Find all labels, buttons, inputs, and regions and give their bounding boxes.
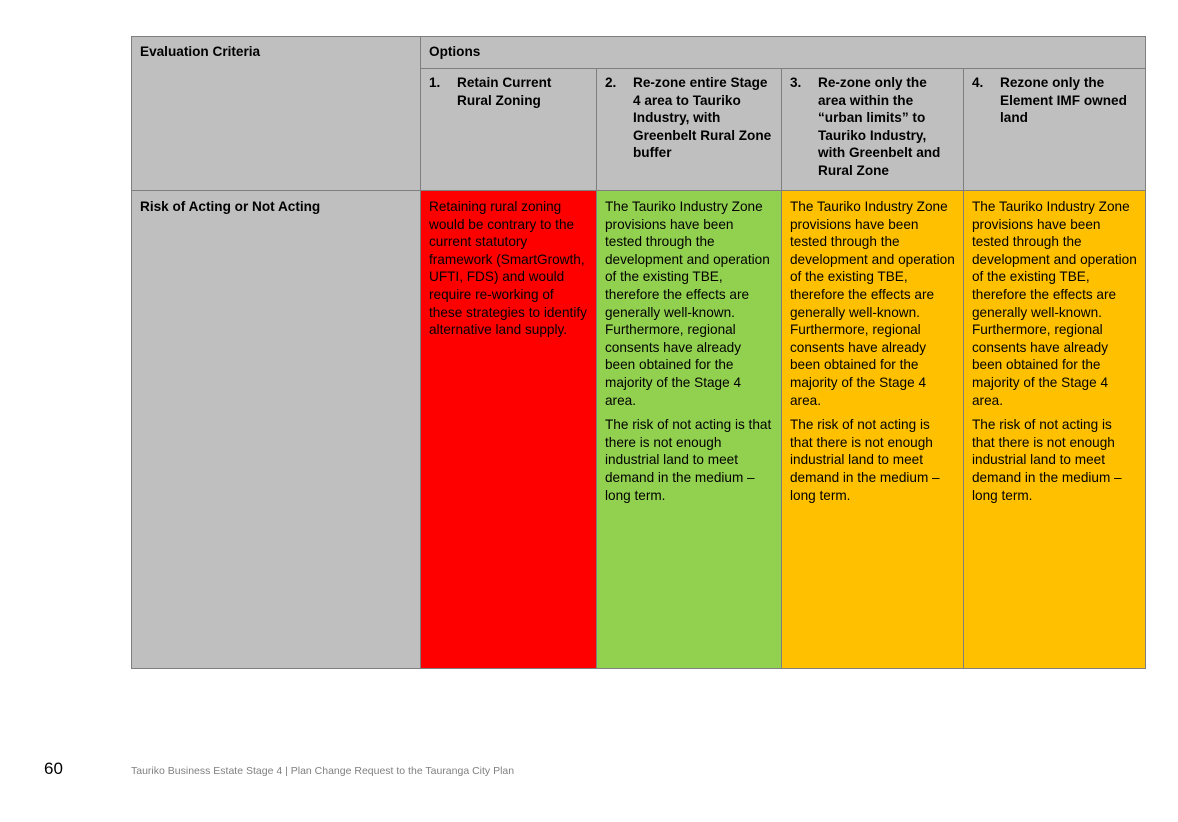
option-2-header [597, 69, 782, 191]
option-4-assessment [964, 191, 1146, 669]
option-number: 4. [972, 75, 984, 90]
option-3-assessment [782, 191, 964, 669]
option-label: Re-zone only the area within the “urban limits” to Tauriko Industry, with Greenbelt and Rural Zone [818, 75, 941, 178]
assessment-paragraph: The risk of not acting is that there is not enough industrial land to meet demand in the medium – long term. [605, 417, 772, 503]
option-number: 2. [605, 75, 617, 90]
assessment-paragraph: The Tauriko Industry Zone provisions have been tested through the development and operation of the existing TBE, therefore the effects are generally well-known. Furthermore, regional consents have already been obtained for the majority of the Stage 4 area. [790, 199, 955, 408]
option-label: Re-zone entire Stage 4 area to Tauriko Industry, with Greenbelt Rural Zone buffer [633, 75, 772, 161]
criterion-risk-of-acting: Risk of Acting or Not Acting [132, 191, 421, 669]
assessment-paragraph: The risk of not acting is that there is not enough industrial land to meet demand in the medium – long term. [972, 417, 1122, 503]
assessment-paragraph: Retaining rural zoning would be contrary to the current statutory framework (SmartGrowth, UFTI, FDS) and would require re-working of these strategies to identify alternative land supply. [429, 199, 587, 338]
option-label: Retain Current Rural Zoning [457, 75, 552, 108]
options-header: Options [421, 37, 1146, 69]
option-4-header [964, 69, 1146, 191]
option-label: Rezone only the Element IMF owned land [1000, 75, 1127, 126]
option-1-header [421, 69, 597, 191]
evaluation-criteria-header: Evaluation Criteria [132, 37, 421, 191]
evaluation-table [131, 36, 1146, 669]
option-3-header [782, 69, 964, 191]
option-2-assessment [597, 191, 782, 669]
option-1-assessment [421, 191, 597, 669]
assessment-paragraph: The Tauriko Industry Zone provisions have been tested through the development and operation of the existing TBE, therefore the effects are generally well-known. Furthermore, regional consents have already been obtained for the majority of the Stage 4 area. [605, 199, 770, 408]
assessment-paragraph: The Tauriko Industry Zone provisions have been tested through the development and operation of the existing TBE, therefore the effects are generally well-known. Furthermore, regional consents have already been obtained for the majority of the Stage 4 area. [972, 199, 1137, 408]
assessment-paragraph: The risk of not acting is that there is not enough industrial land to meet demand in the medium – long term. [790, 417, 940, 503]
option-number: 1. [429, 75, 441, 90]
footer-text: Tauriko Business Estate Stage 4 | Plan Change Request to the Tauranga City Plan [131, 765, 515, 777]
page-number: 60 [44, 759, 63, 778]
option-number: 3. [790, 75, 802, 90]
